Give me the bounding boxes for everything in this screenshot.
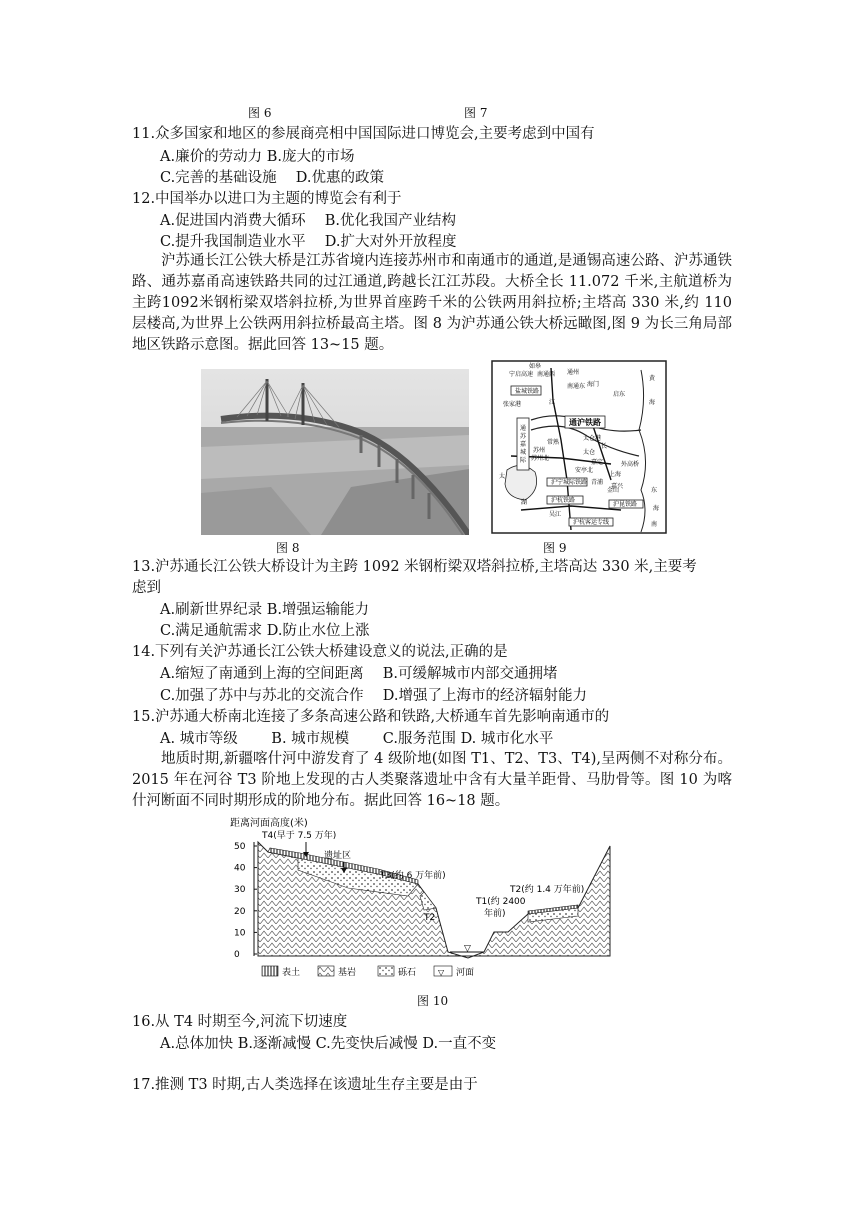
q15-stem: 15.沪苏通大桥南北连接了多条高速公路和铁路,大桥通车首先影响南通市的 (132, 709, 610, 725)
terrace-cross-section (228, 816, 620, 988)
svg-text:东: 东 (651, 487, 658, 494)
svg-text:南: 南 (651, 521, 658, 528)
svg-text:南通西: 南通西 (537, 371, 556, 378)
svg-text:盐城铁路: 盐城铁路 (515, 388, 540, 395)
fig9-caption: 图 9 (543, 541, 567, 555)
label-t1-b: 年前) (484, 909, 506, 919)
svg-text:海: 海 (649, 399, 656, 406)
svg-text:际: 际 (520, 457, 527, 464)
fig7-caption: 图 7 (464, 106, 488, 120)
q12-options-ab: A.促进国内消费大循环 B.优化我国产业结构 (160, 213, 456, 229)
svg-text:黄: 黄 (649, 375, 656, 382)
q13-stem-1: 13.沪苏通长江公铁大桥设计为主跨 1092 米钢桁梁双塔斜拉桥,主塔高达 330 米,主要考 (132, 559, 697, 575)
svg-text:江: 江 (549, 399, 556, 406)
svg-text:安亭北: 安亭北 (575, 467, 594, 474)
y-tick-label: 20 (234, 906, 246, 917)
svg-text:如皋: 如皋 (529, 363, 542, 370)
y-tick-label: 30 (234, 885, 246, 896)
svg-text:通沪铁路: 通沪铁路 (569, 418, 601, 427)
svg-text:沪昆铁路: 沪昆铁路 (613, 501, 638, 508)
fig8-caption: 图 8 (276, 541, 300, 555)
q12-options-cd: C.提升我国制造业水平 D.扩大对外开放程度 (160, 234, 457, 250)
svg-text:沪杭铁路: 沪杭铁路 (551, 497, 576, 504)
svg-text:通: 通 (520, 425, 527, 432)
svg-text:苏州北: 苏州北 (531, 455, 550, 462)
svg-text:嘉: 嘉 (520, 441, 527, 448)
svg-text:南通东: 南通东 (567, 383, 586, 390)
legend-river: 河面 (456, 968, 475, 978)
svg-text:▽: ▽ (438, 968, 445, 977)
q13-options-cd: C.满足通航需求 D.防止水位上涨 (160, 623, 370, 639)
passage-terrace: 地质时期,新疆喀什河中游发育了 4 级阶地(如图 T1、T2、T3、T4),呈两侧不对称分布。2015 年在河谷 T3 阶地上发现的古人类聚落遗址中含有大量羊距骨、马肋骨等。图 10 为喀什河断面不同时期形成的阶地分布。据此回答 16~18 题。 (132, 751, 732, 809)
q14-options-ab: A.缩短了南通到上海的空间距离 B.可缓解城市内部交通拥堵 (160, 666, 558, 682)
q13-stem-2: 虑到 (132, 580, 161, 596)
y-tick-label: 0 (234, 950, 240, 960)
label-t3: T3(约 6 万年前) (380, 871, 446, 881)
passage-bridge: 沪苏通长江公铁大桥是江苏省境内连接苏州市和南通市的通道,是通锡高速公路、沪苏通铁路、通苏嘉甬高速铁路共同的过江通道,跨越长江江苏段。大桥全长 11.072 千米,主航道桥为主跨1092米钢桁梁双塔斜拉桥,为世界首座跨千米的公铁两用斜拉桥;主塔高 330 米,约 110 层楼高,为世界上公铁两用斜拉桥最高主塔。图 8 为沪苏通公铁大桥远瞰图,图 9 为长三角局部地区铁路示意图。据此回答 13~15 题。 (132, 253, 732, 353)
y-tick-label: 50 (234, 842, 246, 852)
q16-stem: 16.从 T4 时期至今,河流下切速度 (132, 1014, 348, 1030)
q17-stem: 17.推测 T3 时期,古人类选择在该遗址生存主要是由于 (132, 1077, 478, 1093)
svg-text:海: 海 (653, 505, 660, 512)
q15-options: A. 城市等级 B. 城市规模 C.服务范围 D. 城市化水平 (160, 731, 554, 747)
q16-options: A.总体加快 B.逐渐减慢 C.先变快后减慢 D.一直不变 (160, 1036, 497, 1052)
q13-options-ab: A.刷新世界纪录 B.增强运输能力 (160, 602, 369, 618)
svg-text:青浦: 青浦 (591, 479, 604, 486)
y-tick-label: 40 (234, 863, 246, 874)
svg-text:太仓: 太仓 (583, 449, 596, 456)
svg-text:宁启高速: 宁启高速 (509, 371, 534, 378)
svg-text:常熟: 常熟 (547, 439, 560, 446)
y-tick-label: 10 (234, 928, 246, 939)
svg-text:城: 城 (520, 449, 527, 456)
svg-text:嘉兴: 嘉兴 (611, 483, 624, 490)
svg-text:吴江: 吴江 (549, 511, 562, 518)
svg-text:沪杭客运专线: 沪杭客运专线 (573, 519, 610, 526)
svg-text:金山: 金山 (607, 487, 620, 494)
legend-bedrock: 基岩 (338, 968, 357, 978)
q12-stem: 12.中国举办以进口为主题的博览会有利于 (132, 191, 402, 207)
svg-text:湖: 湖 (521, 499, 528, 506)
svg-text:苏: 苏 (520, 433, 527, 440)
legend-soil: 表土 (282, 968, 301, 978)
railway-map (491, 360, 667, 534)
legend (262, 966, 474, 978)
svg-text:太仓港: 太仓港 (583, 435, 602, 442)
label-t2-left: T2 (424, 913, 436, 923)
q11-stem: 11.众多国家和地区的参展商亮相中国国际进口博览会,主要考虑到中国有 (132, 126, 595, 142)
q14-options-cd: C.加强了苏中与苏北的交流合作 D.增强了上海市的经济辐射能力 (160, 688, 588, 704)
svg-text:苏州: 苏州 (533, 447, 546, 454)
label-t2-right: T2(约 1.4 万年前) (510, 885, 585, 895)
y-axis-label: 距离河面高度(米) (230, 818, 308, 829)
q11-options-cd: C.完善的基础设施 D.优惠的政策 (160, 170, 385, 186)
bridge-photo (201, 369, 469, 535)
label-t4: T4(早于 7.5 万年) (262, 831, 337, 841)
svg-text:上海: 上海 (609, 471, 622, 478)
svg-text:外高桥: 外高桥 (621, 461, 640, 468)
q11-options-ab: A.廉价的劳动力 B.庞大的市场 (160, 149, 355, 165)
q14-stem: 14.下列有关沪苏通长江公铁大桥建设意义的说法,正确的是 (132, 644, 508, 660)
svg-text:嘉定: 嘉定 (591, 459, 604, 466)
svg-text:▽: ▽ (464, 944, 471, 954)
label-site: 遗址区 (324, 851, 352, 861)
svg-text:启东: 启东 (613, 391, 626, 398)
legend-gravel: 砾石 (398, 968, 417, 978)
svg-text:沪宁城际铁路: 沪宁城际铁路 (551, 479, 588, 486)
svg-text:长: 长 (601, 443, 608, 450)
svg-text:太: 太 (499, 473, 506, 480)
svg-text:海门: 海门 (587, 381, 600, 388)
fig10-caption: 图 10 (417, 994, 449, 1008)
svg-text:通州: 通州 (567, 369, 580, 376)
svg-text:张家港: 张家港 (503, 401, 522, 408)
fig6-caption: 图 6 (248, 106, 272, 120)
label-t1-a: T1(约 2400 (476, 897, 526, 907)
